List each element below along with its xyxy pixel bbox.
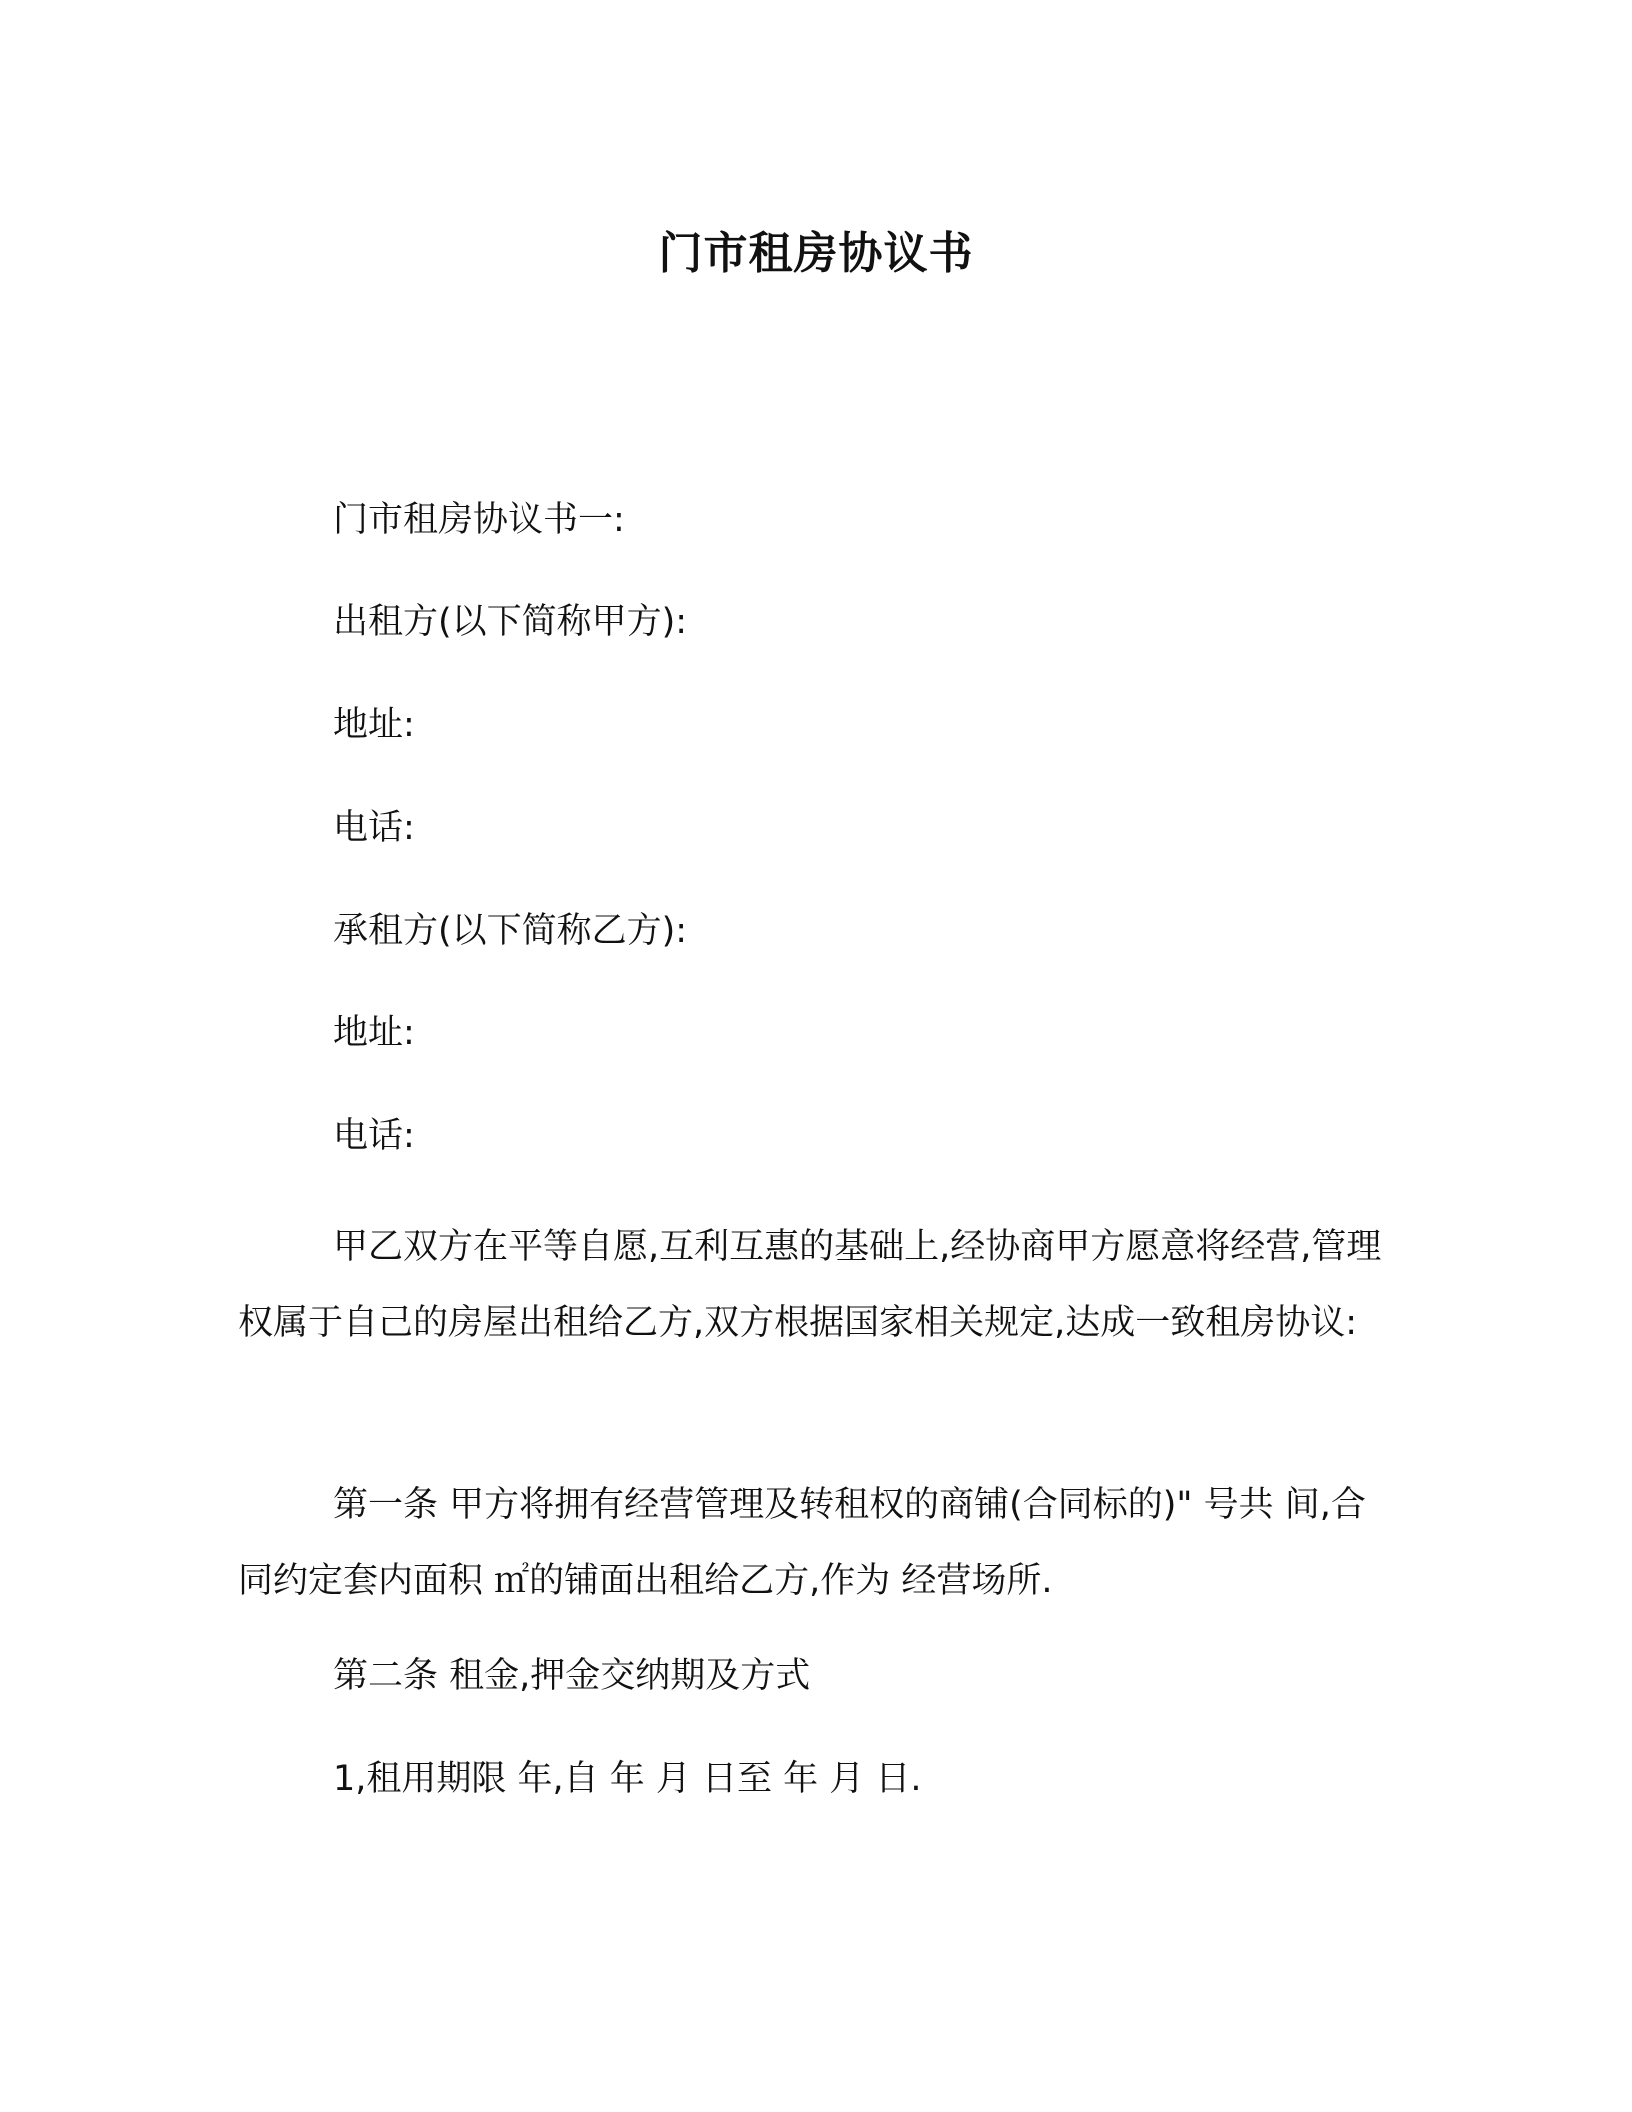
agreement-heading: 门市租房协议书一: xyxy=(333,500,625,540)
article-2-heading: 第二条 租金,押金交纳期及方式 xyxy=(333,1656,811,1696)
lessor-phone-label: 电话: xyxy=(333,808,415,848)
lease-term-line: 1,租用期限 年,自 年 月 日至 年 月 日. xyxy=(333,1759,922,1799)
lessor-label: 出租方(以下简称甲方): xyxy=(333,602,688,642)
preamble-paragraph: 甲乙双方在平等自愿,互利互惠的基础上,经协商甲方愿意将经营,管理权属于自己的房屋出租给乙方,双方根据国家相关规定,达成一致租房协议: xyxy=(238,1227,1382,1343)
article-1-paragraph: 第一条 甲方将拥有经营管理及转租权的商铺(合同标的)" 号共 间,合同约定套内面积 ㎡的铺面出租给乙方,作为 经营场所. xyxy=(238,1485,1366,1601)
document-title: 门市租房协议书 xyxy=(658,228,974,279)
lessor-address-label: 地址: xyxy=(333,705,415,745)
lessee-label: 承租方(以下简称乙方): xyxy=(333,911,688,951)
lessee-address-label: 地址: xyxy=(333,1013,415,1053)
lessee-phone-label: 电话: xyxy=(333,1116,415,1156)
